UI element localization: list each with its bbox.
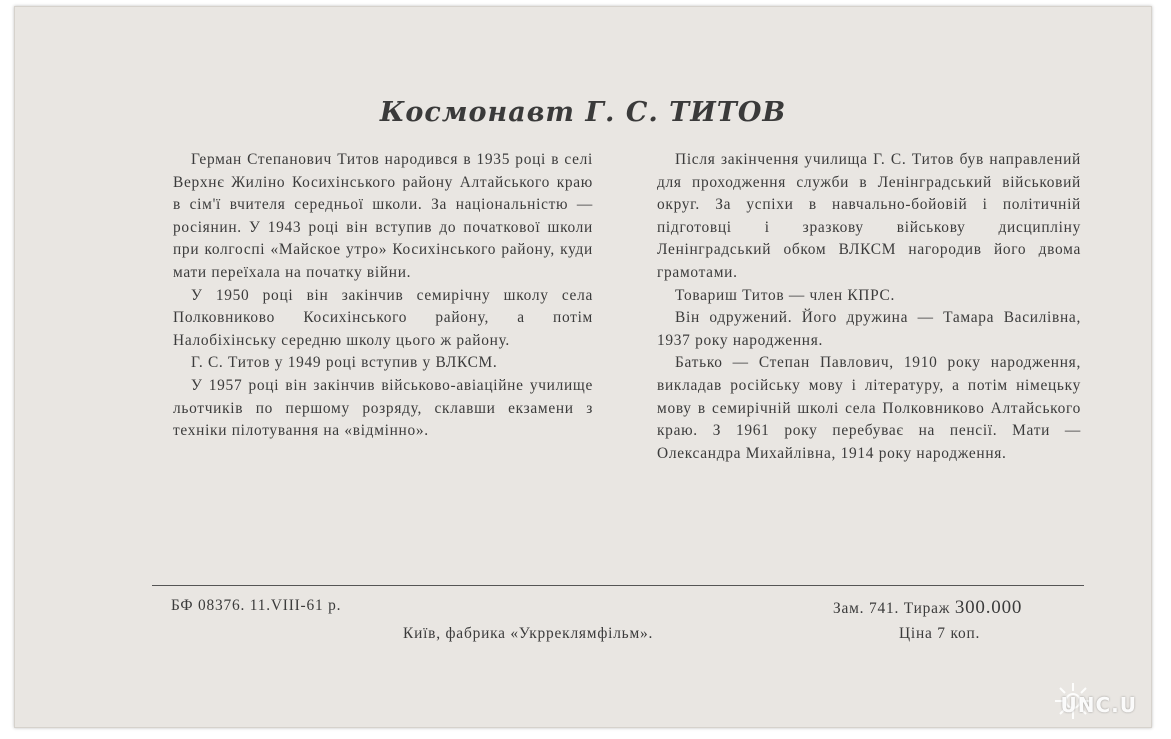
paragraph: Батько — Степан Павлович, 1910 року народження, викладав російську мову і літературу, а потім німецьку мову в семирічній школі села Полковниково Алтайського краю. З 1961 року перебуває на пенсії. Мати — Олександра Михайлівна, 1914 року народження. [657, 354, 1081, 462]
price: Ціна 7 коп. [899, 625, 981, 642]
run-size: 300.000 [954, 597, 1023, 618]
order-info [833, 597, 1022, 619]
publisher: Київ, фабрика «Укрреклямфільм». [403, 625, 654, 642]
page-title: Космонавт Г. С. ТИТОВ [379, 97, 787, 128]
footer-divider [152, 585, 1084, 586]
print-code: БФ 08376. 11.VIII-61 р. [171, 597, 342, 614]
paragraph: Після закінчення училища Г. С. Титов був направлений для проходження служби в Ленінградський військовий округ. За успіхи в навчально-бойовій і політичній підготовці і зразкову військову дисципліну Ленінградський обком ВЛКСМ нагородив його двома грамотами. [657, 151, 1081, 281]
right-column [657, 149, 1081, 465]
paragraph: У 1957 році він закінчив військово-авіаційне училище льотчиків по першому розряду, склавши екзамени з техніки пілотування на «відмінно». [173, 376, 593, 440]
paragraph: Товариш Титов — член КПРС. [675, 286, 896, 304]
paragraph: У 1950 році він закінчив семирічну школу села Полковниково Косихінського району, а потім Налобіхінську середню школу цього ж району. [173, 286, 593, 349]
postcard [14, 6, 1152, 728]
paragraph: Він одружений. Його дружина — Тамара Василівна, 1937 року народження. [657, 309, 1081, 349]
paragraph: Г. С. Титов у 1949 році вступив у ВЛКСМ. [191, 354, 498, 372]
order-label: Зам. 741. Тираж [833, 600, 951, 617]
left-column [173, 149, 593, 443]
watermark-logo: UNC.U [1060, 693, 1137, 717]
paragraph: Герман Степанович Титов народився в 1935 році в селі Верхнє Жиліно Косихінського району Алтайського краю в сім'ї вчителя середньої школи. За національністю — росіянин. У 1943 році він вступив до початкової школи при колгоспі «Майское утро» Косихінського району, куди мати переїхала на початку війни. [173, 151, 593, 281]
